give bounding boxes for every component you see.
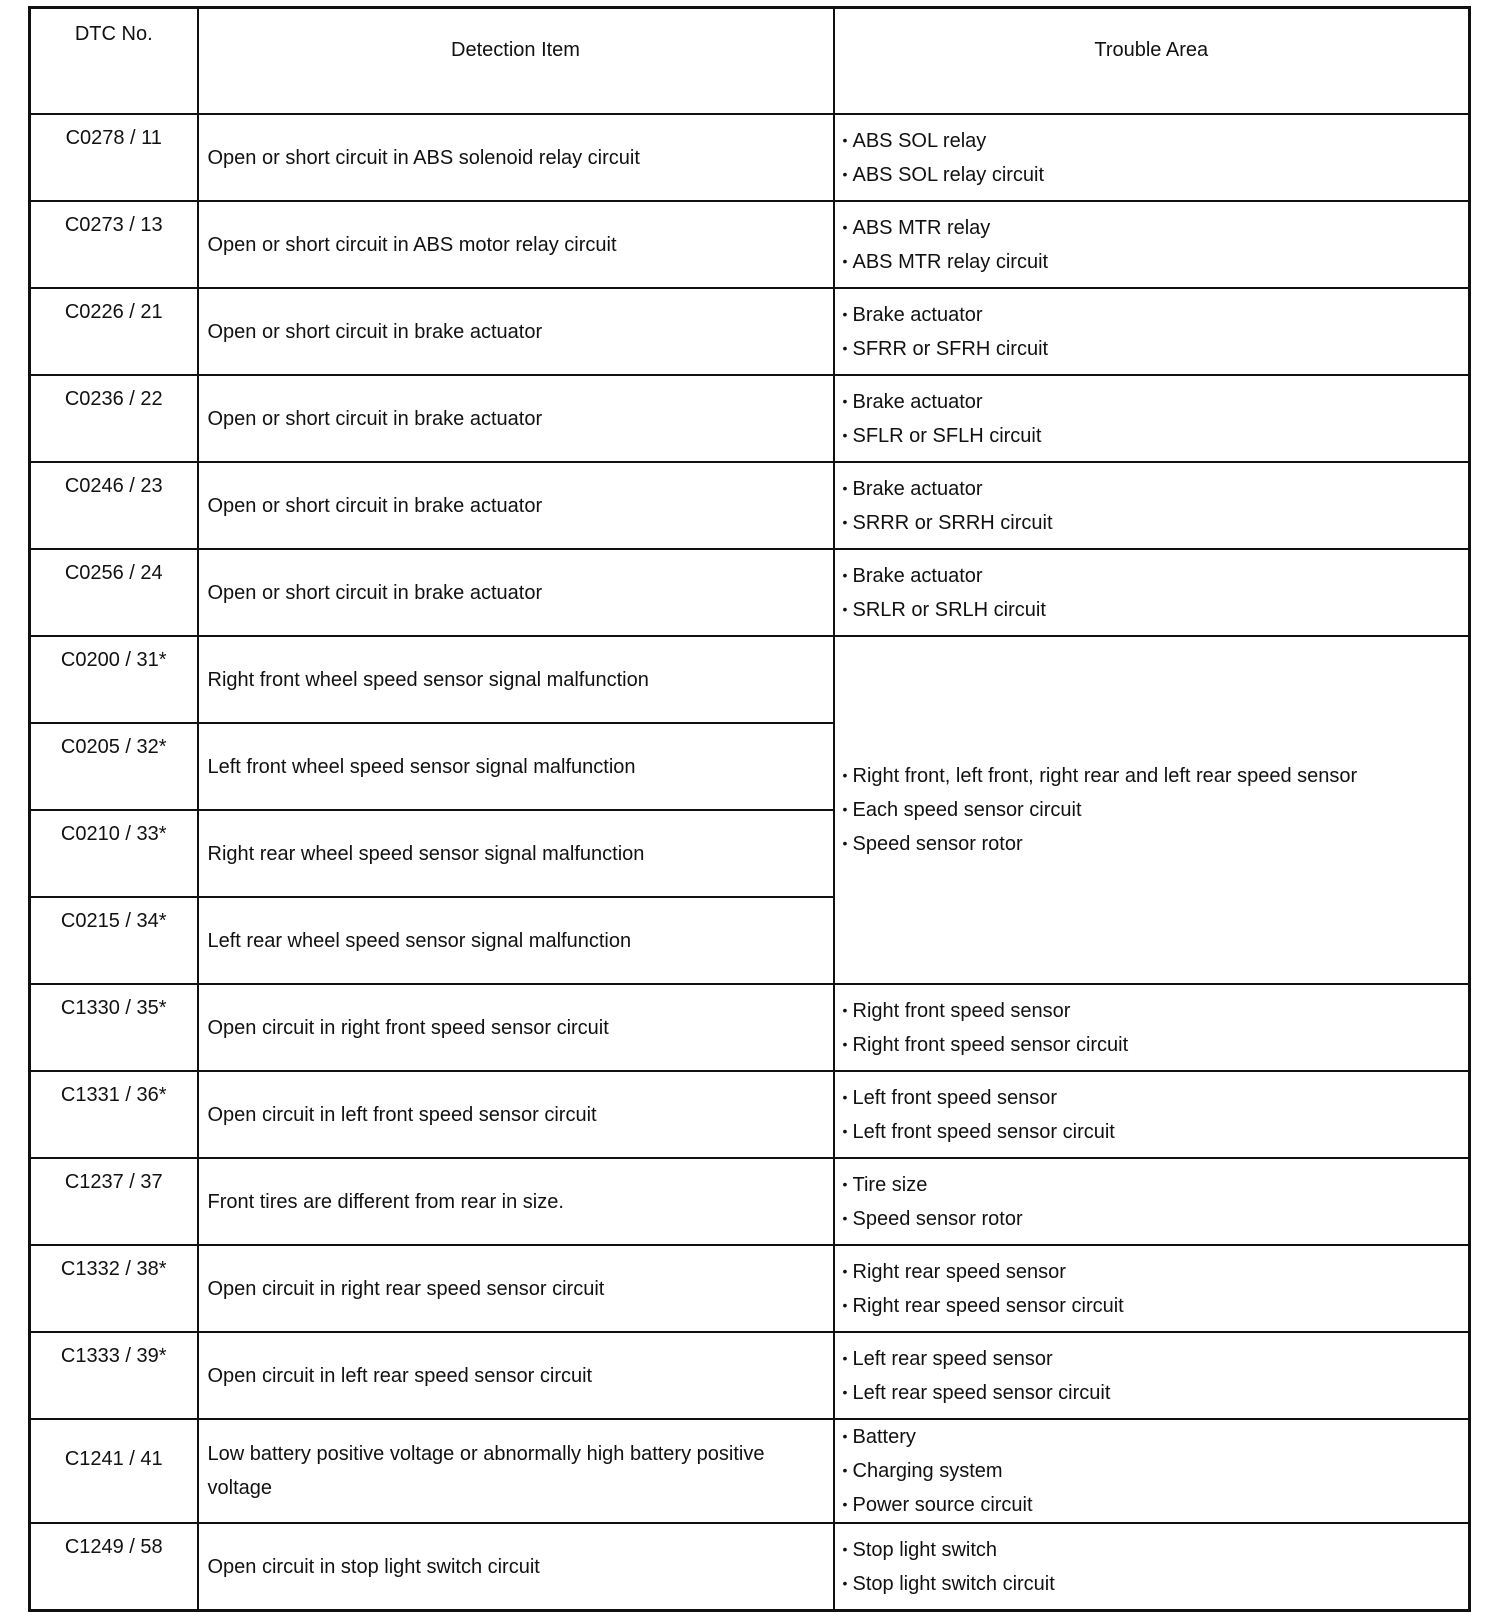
trouble-area-text: Battery — [852, 1426, 916, 1448]
trouble-area-text: Right rear speed sensor — [852, 1260, 1066, 1283]
trouble-area — [834, 1158, 1470, 1245]
header-row — [30, 8, 1470, 115]
bullet-icon: • — [842, 1428, 848, 1444]
table-row — [30, 1419, 1470, 1523]
bullet-icon: • — [842, 1209, 848, 1226]
detection-item: Open circuit in right rear speed sensor circuit — [198, 1245, 834, 1332]
bullet-icon: • — [842, 1540, 848, 1557]
detection-item: Open circuit in left front speed sensor circuit — [198, 1071, 834, 1158]
trouble-area-entry — [843, 1454, 1469, 1488]
header-detection-item: Detection Item — [198, 8, 834, 115]
trouble-area-text: Right front speed sensor — [852, 999, 1071, 1022]
trouble-area-entry — [843, 1289, 1469, 1323]
trouble-area — [834, 1419, 1470, 1523]
dtc-code: C1333 / 39* — [30, 1332, 198, 1419]
trouble-area-text: ABS SOL relay circuit — [852, 163, 1045, 186]
table-row — [30, 201, 1470, 288]
trouble-area-text: Each speed sensor circuit — [852, 799, 1082, 821]
table-row — [30, 984, 1470, 1071]
detection-item: Open or short circuit in brake actuator — [198, 288, 834, 375]
header-trouble-area: Trouble Area — [834, 8, 1470, 115]
table-row — [30, 1071, 1470, 1158]
bullet-icon: • — [842, 1349, 848, 1366]
detection-item: Open circuit in right front speed sensor circuit — [198, 984, 834, 1071]
table-row — [30, 1332, 1470, 1419]
dtc-code: C0226 / 21 — [30, 288, 198, 375]
bullet-icon: • — [842, 1496, 848, 1512]
dtc-code: C0205 / 32* — [30, 723, 198, 810]
detection-item: Low battery positive voltage or abnormally high battery positive voltage — [198, 1419, 834, 1523]
trouble-area — [834, 114, 1470, 201]
trouble-area-entry — [843, 1028, 1469, 1062]
trouble-area — [834, 1523, 1470, 1611]
trouble-area — [834, 288, 1470, 375]
trouble-area-text: Charging system — [852, 1460, 1003, 1482]
dtc-code: C1330 / 35* — [30, 984, 198, 1071]
dtc-code: C1331 / 36* — [30, 1071, 198, 1158]
trouble-area-entry — [843, 1342, 1469, 1376]
bullet-icon: • — [842, 426, 848, 443]
trouble-area — [834, 1245, 1470, 1332]
dtc-code: C0210 / 33* — [30, 810, 198, 897]
detection-item: Open or short circuit in brake actuator — [198, 462, 834, 549]
bullet-icon: • — [842, 392, 848, 409]
trouble-area-text: Left front speed sensor — [852, 1086, 1058, 1109]
trouble-area-entry — [843, 793, 1469, 827]
trouble-area-entry — [843, 559, 1469, 593]
bullet-icon: • — [842, 835, 848, 851]
bullet-icon: • — [842, 1574, 848, 1591]
detection-item: Open or short circuit in brake actuator — [198, 375, 834, 462]
bullet-icon: • — [842, 1088, 848, 1105]
trouble-area-text: SRRR or SRRH circuit — [852, 511, 1053, 534]
bullet-icon: • — [842, 1462, 848, 1478]
dtc-code: C1332 / 38* — [30, 1245, 198, 1332]
dtc-code: C1237 / 37 — [30, 1158, 198, 1245]
trouble-area-text: SFRR or SFRH circuit — [852, 337, 1049, 360]
trouble-area-text: Right rear speed sensor circuit — [852, 1294, 1124, 1317]
trouble-area-text: SRLR or SRLH circuit — [852, 598, 1046, 621]
trouble-area-merged — [834, 636, 1470, 984]
trouble-area-entry — [843, 827, 1469, 861]
trouble-area — [834, 201, 1470, 288]
trouble-area-entry — [843, 419, 1469, 453]
trouble-area-text: Left rear speed sensor — [852, 1347, 1053, 1370]
bullet-icon: • — [842, 1035, 848, 1052]
bullet-icon: • — [842, 339, 848, 356]
table-row — [30, 288, 1470, 375]
trouble-area-entry — [843, 759, 1469, 793]
trouble-area-text: Right front speed sensor circuit — [852, 1033, 1129, 1056]
detection-item: Open or short circuit in ABS motor relay circuit — [198, 201, 834, 288]
trouble-area-entry — [843, 593, 1469, 627]
trouble-area-entry — [843, 211, 1469, 245]
trouble-area — [834, 375, 1470, 462]
dtc-code: C0278 / 11 — [30, 114, 198, 201]
bullet-icon: • — [842, 767, 848, 783]
trouble-area — [834, 1071, 1470, 1158]
bullet-icon: • — [842, 1122, 848, 1139]
trouble-area-text: ABS MTR relay circuit — [852, 250, 1049, 273]
bullet-icon: • — [842, 1175, 848, 1192]
bullet-icon: • — [842, 218, 848, 235]
bullet-icon: • — [842, 566, 848, 583]
bullet-icon: • — [842, 1383, 848, 1400]
trouble-area-text: Stop light switch circuit — [852, 1572, 1055, 1595]
table-row — [30, 1523, 1470, 1611]
trouble-area — [834, 462, 1470, 549]
table-row — [30, 1245, 1470, 1332]
trouble-area-text: ABS MTR relay — [852, 216, 991, 239]
trouble-area-entry — [843, 1081, 1469, 1115]
bullet-icon: • — [842, 131, 848, 148]
trouble-area-text: Speed sensor rotor — [852, 833, 1023, 855]
bullet-icon: • — [842, 1296, 848, 1313]
dtc-code: C0273 / 13 — [30, 201, 198, 288]
trouble-area-text: Brake actuator — [852, 303, 983, 326]
trouble-area-entry — [843, 1567, 1469, 1601]
bullet-icon: • — [842, 1001, 848, 1018]
dtc-code: C1249 / 58 — [30, 1523, 198, 1611]
trouble-area-text: Speed sensor rotor — [852, 1207, 1023, 1230]
dtc-code: C1241 / 41 — [30, 1419, 198, 1523]
table-row — [30, 636, 1470, 723]
table-row — [30, 375, 1470, 462]
trouble-area-entry — [843, 472, 1469, 506]
bullet-icon: • — [842, 305, 848, 322]
trouble-area-entry — [843, 1420, 1469, 1454]
trouble-area — [834, 984, 1470, 1071]
bullet-icon: • — [842, 252, 848, 269]
trouble-area-entry — [843, 124, 1469, 158]
trouble-area-entry — [843, 385, 1469, 419]
detection-item: Front tires are different from rear in size. — [198, 1158, 834, 1245]
dtc-code: C0246 / 23 — [30, 462, 198, 549]
detection-item: Right front wheel speed sensor signal malfunction — [198, 636, 834, 723]
trouble-area-entry — [843, 245, 1469, 279]
bullet-icon: • — [842, 513, 848, 530]
bullet-icon: • — [842, 1262, 848, 1279]
dtc-code: C0200 / 31* — [30, 636, 198, 723]
detection-item: Open or short circuit in ABS solenoid relay circuit — [198, 114, 834, 201]
detection-item: Right rear wheel speed sensor signal malfunction — [198, 810, 834, 897]
trouble-area-text: Left rear speed sensor circuit — [852, 1381, 1111, 1404]
trouble-area-entry — [843, 1168, 1469, 1202]
trouble-area-text: Left front speed sensor circuit — [852, 1120, 1115, 1143]
dtc-code: C0236 / 22 — [30, 375, 198, 462]
trouble-area-text: Brake actuator — [852, 564, 983, 587]
bullet-icon: • — [842, 165, 848, 182]
table-row — [30, 549, 1470, 636]
trouble-area-text: Power source circuit — [852, 1494, 1033, 1516]
detection-item: Left rear wheel speed sensor signal malfunction — [198, 897, 834, 984]
trouble-area-entry — [843, 1376, 1469, 1410]
trouble-area-entry — [843, 1255, 1469, 1289]
trouble-area-entry — [843, 332, 1469, 366]
bullet-icon: • — [842, 479, 848, 496]
trouble-area — [834, 549, 1470, 636]
dtc-table — [28, 6, 1471, 1612]
trouble-area-entry — [843, 1533, 1469, 1567]
trouble-area-text: Stop light switch — [852, 1538, 998, 1561]
trouble-area-entry — [843, 158, 1469, 192]
trouble-area-text: Right front, left front, right rear and left rear speed sensor — [852, 765, 1358, 787]
table-row — [30, 462, 1470, 549]
trouble-area — [834, 1332, 1470, 1419]
table-row — [30, 114, 1470, 201]
detection-item: Open circuit in stop light switch circuit — [198, 1523, 834, 1611]
table-row — [30, 1158, 1470, 1245]
trouble-area-entry — [843, 1488, 1469, 1522]
detection-item: Open circuit in left rear speed sensor circuit — [198, 1332, 834, 1419]
bullet-icon: • — [842, 600, 848, 617]
trouble-area-text: SFLR or SFLH circuit — [852, 424, 1042, 447]
trouble-area-text: ABS SOL relay — [852, 129, 987, 152]
detection-item: Left front wheel speed sensor signal malfunction — [198, 723, 834, 810]
detection-item: Open or short circuit in brake actuator — [198, 549, 834, 636]
trouble-area-text: Brake actuator — [852, 390, 983, 413]
header-dtc-no: DTC No. — [30, 8, 198, 115]
dtc-code: C0215 / 34* — [30, 897, 198, 984]
bullet-icon: • — [842, 801, 848, 817]
trouble-area-entry — [843, 1115, 1469, 1149]
trouble-area-entry — [843, 994, 1469, 1028]
trouble-area-entry — [843, 506, 1469, 540]
trouble-area-text: Brake actuator — [852, 477, 983, 500]
trouble-area-entry — [843, 298, 1469, 332]
trouble-area-entry — [843, 1202, 1469, 1236]
trouble-area-text: Tire size — [852, 1173, 928, 1196]
dtc-code: C0256 / 24 — [30, 549, 198, 636]
